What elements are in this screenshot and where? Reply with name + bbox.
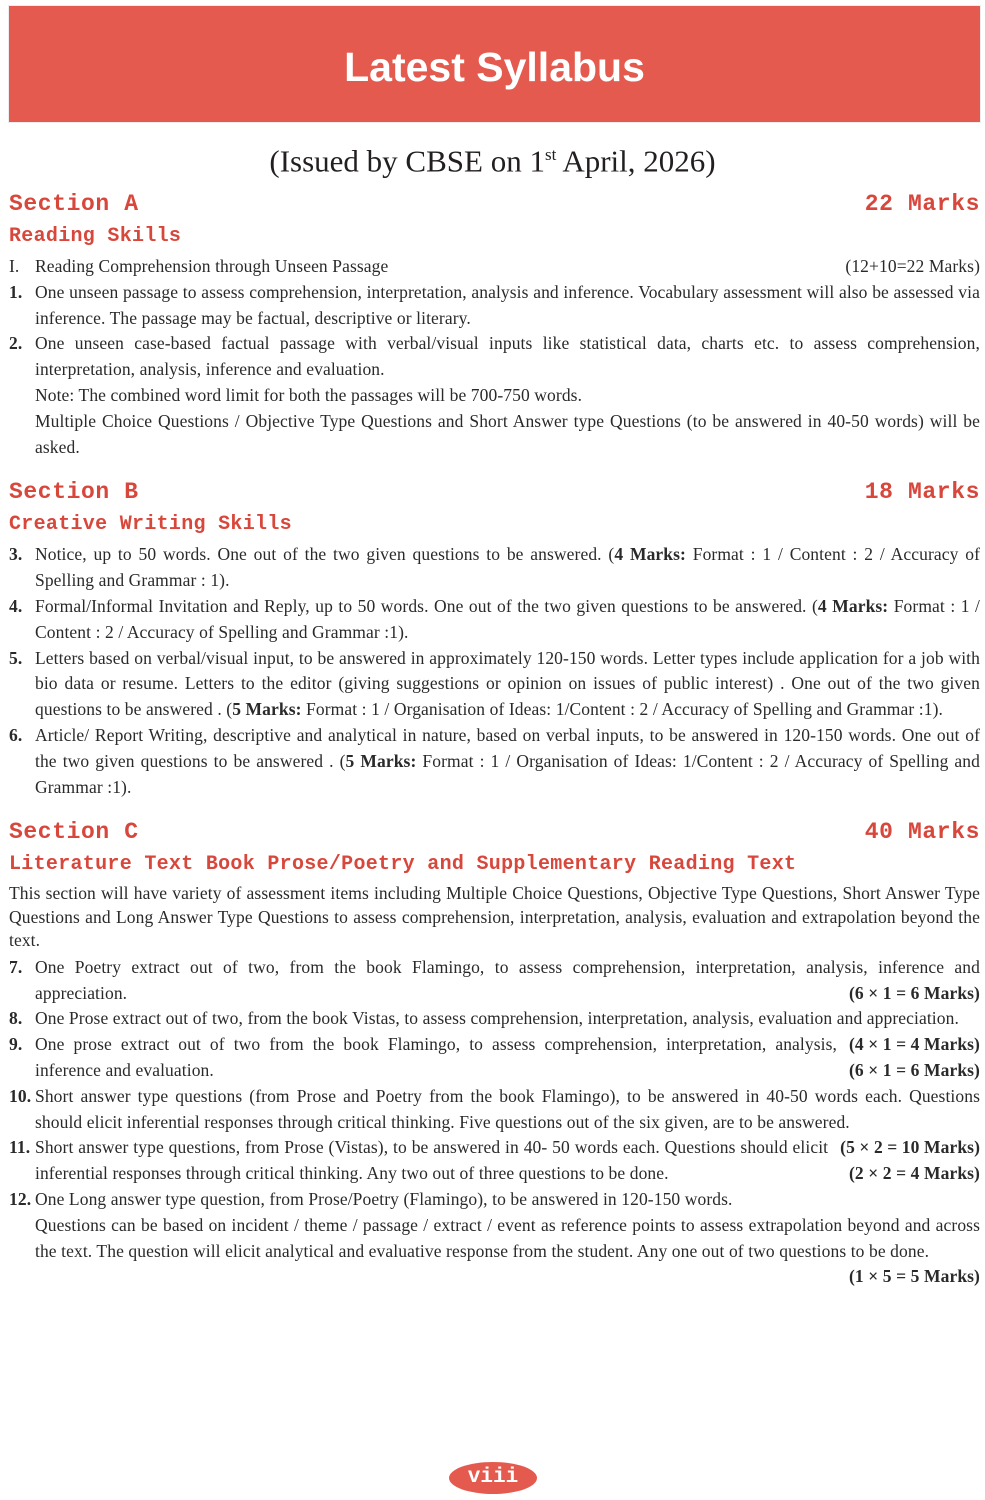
item-number: 4. (9, 595, 23, 616)
section-c-header (9, 818, 980, 846)
list-item (9, 280, 980, 332)
heading-number: I. (9, 256, 20, 276)
heading-text: Reading Comprehension through Unseen Passage (35, 256, 389, 276)
section-a-subtitle: Reading Skills (9, 225, 182, 248)
section-c-marks: 40 Marks (864, 819, 980, 846)
item-number: 1. (9, 281, 23, 302)
item-text: Short answer type questions, from Prose (Vistas), to be answered in 40- 50 words each. Questions should elicit inferential responses through critical thinking. Any two out of three questions to be done. (2 × 2 = 4 Marks) (35, 1135, 980, 1187)
section-b-marks: 18 Marks (864, 479, 980, 506)
item-text: Formal/Informal Invitation and Reply, up to 50 words. One out of the two given questions to be answered. (4 Marks: Format : 1 / Content : 2 / Accuracy of Spelling and Grammar :1). (35, 595, 981, 642)
item-text: Short answer type questions (from Prose and Poetry from the book Flamingo), to be answered in 40-50 words each. Questions should elicit inferential responses through critical thinking. Five questions out of the six given, are to be answered. (5 × 2 = 10 Marks) (35, 1084, 980, 1136)
item-number: 9. (9, 1034, 23, 1055)
item-marks: (5 × 2 = 10 Marks) (840, 1137, 980, 1158)
section-c-title: Section C (9, 819, 139, 846)
list-item (9, 594, 980, 646)
issued-line (0, 136, 985, 180)
list-item (9, 723, 980, 800)
item-text: One prose extract out of two from the book Flamingo, to assess comprehension, interpretation, analysis, inference and evaluation. (6 × 1 = 6 Marks) (35, 1032, 980, 1084)
item-text: One unseen passage to assess comprehension, interpretation, analysis and inference. Vocabulary assessment will also be assessed via inference. The passage may be factual, descriptive or literary. (35, 281, 980, 328)
section-a-header (9, 190, 980, 218)
reading-comprehension-heading (9, 254, 980, 280)
section-b-title: Section B (9, 479, 139, 506)
item-marks: (4 × 1 = 4 Marks) (848, 1034, 980, 1055)
list-item (9, 331, 980, 460)
list-item (9, 646, 980, 723)
item-number: 6. (9, 724, 23, 745)
section-a-marks: 22 Marks (864, 191, 980, 217)
item-text: One unseen case-based factual passage with verbal/visual inputs like statistical data, charts etc. to assess comprehension, interpretation, analysis, inference and evaluation. (35, 333, 980, 380)
item-number: 3. (9, 544, 23, 565)
item-text: Notice, up to 50 words. One out of the two given questions to be answered. (4 Marks: Format : 1 / Content : 2 / Accuracy of Spelling and Grammar : 1). (35, 544, 981, 591)
item-marks: (6 × 1 = 6 Marks) (848, 1060, 980, 1081)
page-title: Latest Syllabus (344, 44, 645, 90)
syllabus-content (9, 190, 980, 1290)
section-c-subtitle: Literature Text Book Prose/Poetry and Supplementary Reading Text (9, 853, 797, 877)
item-number: 12. (9, 1189, 32, 1210)
item-text: One Poetry extract out of two, from the book Flamingo, to assess comprehension, interpretation, analysis, inference and appreciation. (6 × 1 = 6 Marks) (35, 955, 980, 1007)
section-b-header (9, 478, 980, 506)
item-text: Questions can be based on incident / theme / passage / extract / event as reference points to assess extrapolation beyond and across the text. The question will elicit analytical and evaluative response from the student. Any one out of two questions to be done. (1 × 5 = 5 Marks) (35, 1213, 980, 1265)
item-marks: (2 × 2 = 4 Marks) (848, 1163, 980, 1184)
list-item (9, 542, 980, 594)
section-a-title: Section A (9, 191, 139, 217)
item-text: Letters based on verbal/visual input, to be answered in approximately 120-150 words. Letter types include application for a job with bio data or resume. Letters to the editor (giving suggestions or opinion on issues of public interest) . One out of the two given questions to be answered . (5 Marks: Format : 1 / Organisation of Ideas: 1/Content : 2 / Accuracy of Spelling and Grammar :1). (35, 647, 980, 720)
page-number-badge: viii (449, 1462, 537, 1494)
title-banner (9, 6, 980, 122)
word-limit-note: Note: The combined word limit for both the passages will be 700-750 words. (35, 384, 583, 405)
list-item (9, 1006, 980, 1055)
item-text: One Prose extract out of two, from the book Vistas, to assess comprehension, interpretation, analysis, evaluation and appreciation. (4 × 1 = 4 Marks) (35, 1006, 980, 1032)
list-item (9, 955, 980, 1007)
list-item (9, 1135, 980, 1187)
item-number: 11. (9, 1137, 31, 1158)
issued-suffix: April, 2026) (556, 143, 716, 179)
item-number: 7. (9, 956, 23, 977)
issued-prefix: (Issued by CBSE on 1 (269, 143, 545, 179)
item-marks: (1 × 5 = 5 Marks) (848, 1266, 980, 1287)
list-item (9, 1032, 980, 1084)
item-text: Article/ Report Writing, descriptive and analytical in nature, based on verbal inputs, to be answered in 120-150 words. One out of the two given questions to be answered . (5 Marks: Format : 1 / Organisation of Ideas: 1/Content : 2 / Accuracy of Spelling and Grammar :1). (35, 724, 980, 797)
item-text: One Long answer type question, from Prose/Poetry (Flamingo), to be answered in 120-150 words. (35, 1189, 733, 1210)
item-number: 5. (9, 647, 23, 668)
section-c-intro: This section will have variety of assessment items including Multiple Choice Questions, Objective Type Questions, Short Answer Type Questions and Long Answer Type Questions to assess comprehension, interpretation, analysis, evaluation and extrapolation beyond the text. (9, 883, 980, 951)
section-b-subtitle: Creative Writing Skills (9, 513, 292, 537)
item-number: 10. (9, 1085, 32, 1106)
heading-marks: (12+10=22 Marks) (845, 256, 980, 276)
item-number: 2. (9, 333, 23, 354)
item-number: 8. (9, 1008, 23, 1029)
question-type-note: Multiple Choice Questions / Objective Type Questions and Short Answer type Questions (to be answered in 40-50 words) will be asked. (35, 410, 980, 457)
list-item (9, 1187, 980, 1287)
issued-superscript: st (544, 145, 557, 164)
item-marks: (6 × 1 = 6 Marks) (848, 982, 980, 1003)
